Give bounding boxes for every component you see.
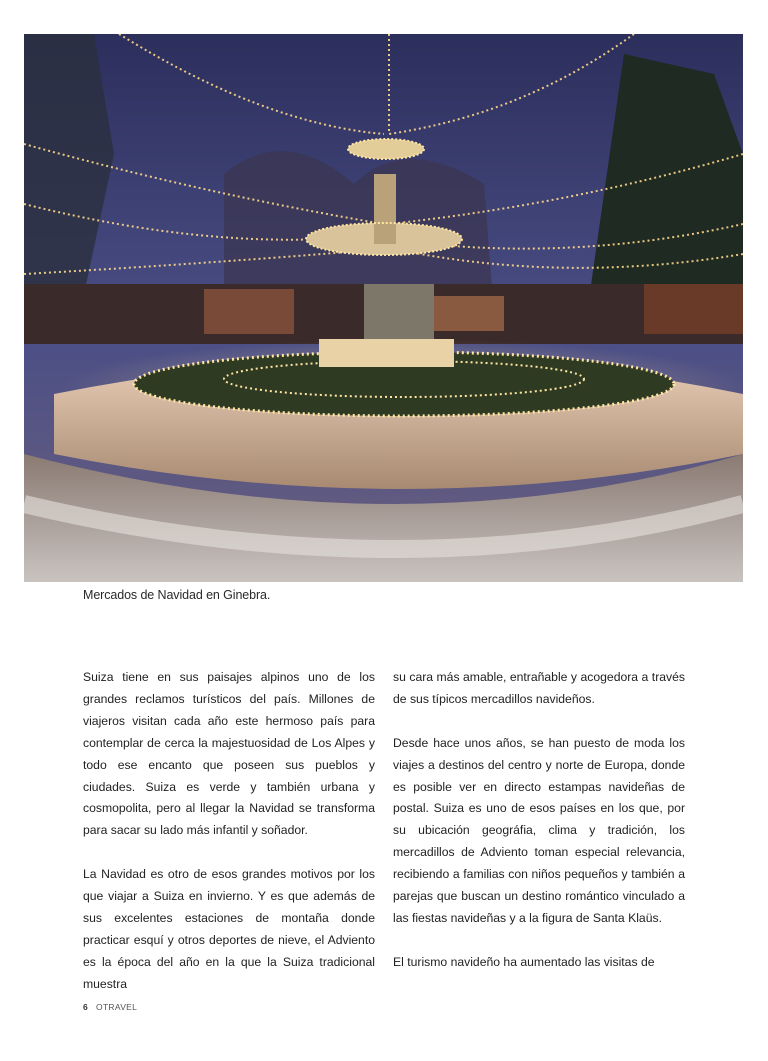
paragraph: Suiza tiene en sus paisajes alpinos uno de los grandes reclamos turísticos del país. Millones de viajeros visitan cada año este hermoso país para contemplar de cerca la majestuosidad de Los Alpes y todo ese encanto que poseen sus pueblos y ciudades. Suiza es verde y también urbana y cosmopolita, pero al llegar la Navidad se transforma para sacar su lado más infantil y soñador. [83,670,375,838]
paragraph: El turismo navideño ha aumentado las visitas de [393,954,655,969]
paragraph: Desde hace unos años, se han puesto de moda los viajes a destinos del centro y norte de Europa, donde es posible ver en directo estampas navideñas de postal. Suiza es uno de esos países en los que, por su ubicación geográfia, clima y tradición, los mercadillos de Adviento toman especial relevancia, recibiendo a familias con niños pequeños y también a parejas que buscan un destino romántico vinculado a las fiestas navideñas y a la figura de Santa Klaüs. [393,735,685,925]
photo-caption: Mercados de Navidad en Ginebra. [83,588,271,602]
left-column [83,667,375,1017]
paragraph: La Navidad es otro de esos grandes motivos por los que viajar a Suiza en invierno. Y es que además de sus excelentes estaciones de montaña donde practicar esquí y otros deportes de nieve, el Adviento es la época del año en la que la Suiza tradicional muestra [83,867,375,991]
christmas-fountain-photo [24,34,743,582]
magazine-name: OTRAVEL [96,1002,138,1012]
page-number: 6 [83,1002,89,1012]
page-footer [83,1002,137,1012]
fountain-illustration [24,34,743,582]
paragraph: su cara más amable, entrañable y acogedora a través de sus típicos mercadillos navideños. [393,670,685,706]
right-column [393,667,685,996]
